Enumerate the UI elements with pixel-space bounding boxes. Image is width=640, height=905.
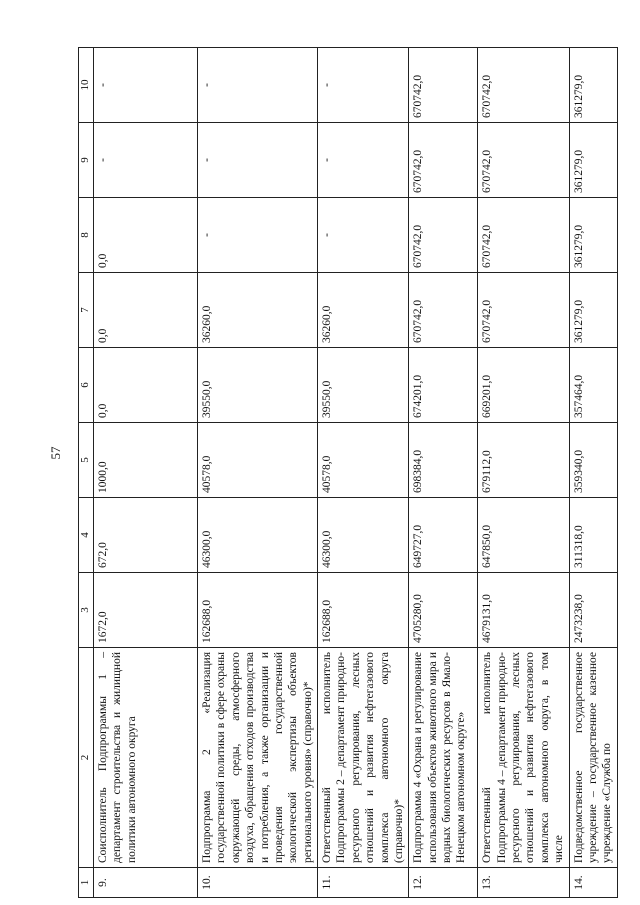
value-cell: - (94, 123, 198, 198)
value-cell: 670742,0 (478, 123, 569, 198)
table-row (198, 48, 318, 898)
row-description: Ответственный исполнитель Подпрограммы 4 – департамент природно-ресурсного регулирования, лесных отношений и развития нефтегазового комплекса автономного округа, в том числе (478, 648, 569, 868)
value-cell: 2473238,0 (569, 573, 617, 648)
value-cell: 46300,0 (198, 498, 318, 573)
value-cell: 162688,0 (198, 573, 318, 648)
value-cell: 162688,0 (318, 573, 409, 648)
header-cell: 1 (79, 868, 94, 898)
value-cell: 36260,0 (198, 273, 318, 348)
row-number: 12. (409, 868, 478, 898)
row-number: 11. (318, 868, 409, 898)
value-cell: 674201,0 (409, 348, 478, 423)
value-cell: 39550,0 (198, 348, 318, 423)
budget-table (78, 47, 618, 898)
header-cell: 9 (79, 123, 94, 198)
value-cell: 670742,0 (409, 198, 478, 273)
row-number: 9. (94, 868, 198, 898)
header-cell: 4 (79, 498, 94, 573)
header-cell: 7 (79, 273, 94, 348)
value-cell: 669201,0 (478, 348, 569, 423)
value-cell: 1672,0 (94, 573, 198, 648)
table-row (569, 48, 617, 898)
value-cell: 0,0 (94, 348, 198, 423)
value-cell: 670742,0 (409, 123, 478, 198)
table-row (409, 48, 478, 898)
value-cell: - (318, 48, 409, 123)
value-cell: 4679131,0 (478, 573, 569, 648)
row-description: Соисполнитель Подпрограммы 1 – департамент строительства и жилищной политики автономного округа (94, 648, 198, 868)
value-cell: 0,0 (94, 273, 198, 348)
value-cell: 698384,0 (409, 423, 478, 498)
page-number: 57 (48, 446, 63, 460)
value-cell: 670742,0 (409, 48, 478, 123)
header-cell: 8 (79, 198, 94, 273)
header-cell: 5 (79, 423, 94, 498)
header-cell: 2 (79, 648, 94, 868)
value-cell: - (94, 48, 198, 123)
row-description: Подведомственное государственное учреждение – государственное казенное учреждение «Служба по (569, 648, 617, 868)
value-cell: 361279,0 (569, 198, 617, 273)
value-cell: 1000,0 (94, 423, 198, 498)
table-header-row (79, 48, 94, 898)
rotated-table-wrapper (78, 48, 614, 898)
value-cell: 357464,0 (569, 348, 617, 423)
value-cell: 649727,0 (409, 498, 478, 573)
row-number: 13. (478, 868, 569, 898)
value-cell: - (198, 48, 318, 123)
value-cell: - (318, 123, 409, 198)
table-row (478, 48, 569, 898)
value-cell: 647850,0 (478, 498, 569, 573)
value-cell: 361279,0 (569, 273, 617, 348)
table-row (94, 48, 198, 898)
value-cell: 670742,0 (478, 198, 569, 273)
value-cell: 361279,0 (569, 48, 617, 123)
value-cell: - (318, 198, 409, 273)
value-cell: 670742,0 (409, 273, 478, 348)
value-cell: 40578,0 (318, 423, 409, 498)
row-description: Подпрограмма 4 «Охрана и регулирование использования объектов животного мира и водных биологических ресурсов в Ямало-Ненецком автономном округе» (409, 648, 478, 868)
value-cell: 361279,0 (569, 123, 617, 198)
value-cell: - (198, 123, 318, 198)
value-cell: 359340,0 (569, 423, 617, 498)
header-cell: 10 (79, 48, 94, 123)
value-cell: 46300,0 (318, 498, 409, 573)
header-cell: 3 (79, 573, 94, 648)
table-row (318, 48, 409, 898)
value-cell: 311318,0 (569, 498, 617, 573)
row-number: 14. (569, 868, 617, 898)
value-cell: 0,0 (94, 198, 198, 273)
value-cell: 679112,0 (478, 423, 569, 498)
value-cell: 672,0 (94, 498, 198, 573)
value-cell: 39550,0 (318, 348, 409, 423)
value-cell: 40578,0 (198, 423, 318, 498)
row-description: Ответственный исполнитель Подпрограммы 2 – департамент природно-ресурсного регулирования, лесных отношений и развития нефтегазового комплекса автономного округа (справочно)* (318, 648, 409, 868)
row-description: Подпрограмма 2 «Реализация государственной политики в сфере охраны окружающей среды, атмосферного воздуха, обращения отходов производства и потребления, а также организации и проведения государственной экологической экспертизы объектов регионального уровня» (справочно)* (198, 648, 318, 868)
value-cell: 36260,0 (318, 273, 409, 348)
row-number: 10. (198, 868, 318, 898)
value-cell: 4705280,0 (409, 573, 478, 648)
value-cell: 670742,0 (478, 48, 569, 123)
header-cell: 6 (79, 348, 94, 423)
value-cell: - (198, 198, 318, 273)
value-cell: 670742,0 (478, 273, 569, 348)
